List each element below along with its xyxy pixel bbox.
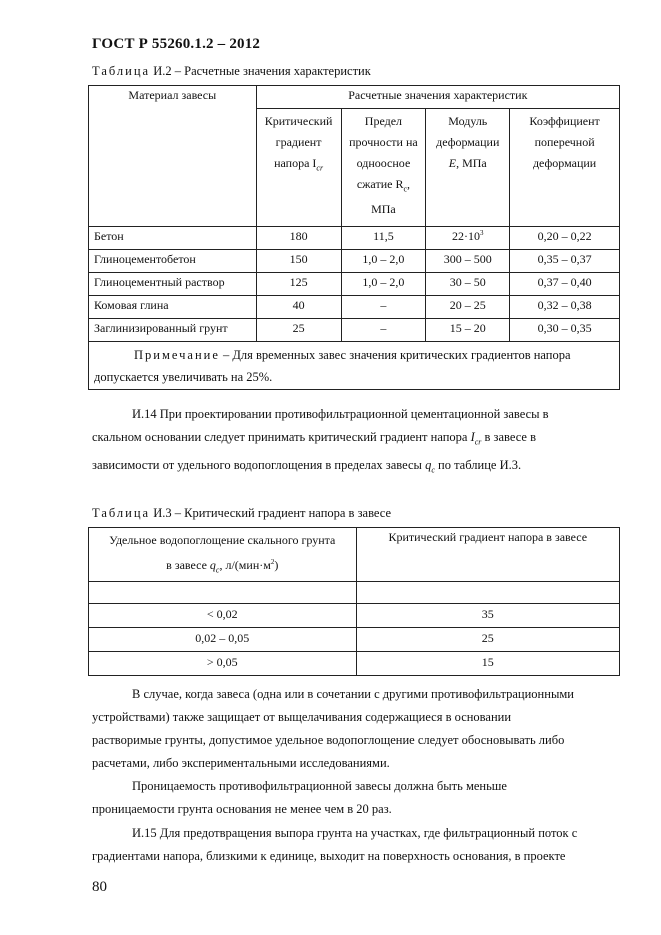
cell-e: 300 – 500: [426, 250, 510, 273]
table-row: [89, 227, 620, 250]
cell-nu: 0,35 – 0,37: [510, 250, 620, 273]
header-water-absorption: Удельное водопоглощение скального грунта в завесе $q_c$, $л/(мин\cdot м^2)$: [89, 528, 357, 582]
table-row: [89, 273, 620, 296]
paragraph-permeability: [92, 775, 613, 821]
paragraph-leaching-line2: устройствами) также защищает от выщелачивания содержащиеся в основании: [92, 710, 512, 724]
cell-gradient: 15: [356, 652, 619, 676]
note-text-line2: допускается увеличивать на 25%.: [94, 370, 273, 384]
cell-e: 20 – 25: [426, 296, 510, 319]
cell-nu: 0,20 – 0,22: [510, 227, 620, 250]
table-row: [89, 628, 620, 652]
paragraph-i15: [92, 822, 613, 868]
table-row: [89, 604, 620, 628]
note-text: – Для временных завес значения критических градиентов напора: [219, 348, 571, 362]
cell-rc: –: [341, 296, 426, 319]
cell-rc: 1,0 – 2,0: [341, 250, 426, 273]
cell-material: Комовая глина: [89, 296, 257, 319]
cell-e: $22\cdot 10^3$: [426, 227, 510, 250]
cell-material: Заглинизированный грунт: [89, 319, 257, 342]
header-calculated-values: Расчетные значения характеристик: [256, 86, 619, 109]
cell-icr: 180: [256, 227, 341, 250]
paragraph-i14-line1: И.14 При проектировании противофильтрационной цементационной завесы в: [132, 407, 549, 421]
table-2-caption-title: И.2 – Расчетные значения характеристик: [150, 64, 371, 78]
cell-icr: 40: [256, 296, 341, 319]
paragraph-i15-line2: градиентами напора, близкими к единице, выходит на поверхность основания, в проекте: [92, 849, 566, 863]
header-poisson-ratio: Коэффициент поперечной деформации: [510, 109, 620, 227]
header-compressive-strength: Предел прочности на одноосное сжатие $R_c$, МПа: [341, 109, 426, 227]
cell-nu: 0,30 – 0,35: [510, 319, 620, 342]
table-2-note-row: [89, 342, 620, 390]
cell-icr: 125: [256, 273, 341, 296]
cell-e: 15 – 20: [426, 319, 510, 342]
paragraph-leaching-line1: В случае, когда завеса (одна или в сочетании с другими противофильтрационными: [132, 687, 574, 701]
table-2-note: [89, 342, 620, 390]
page-number: 80: [92, 879, 107, 895]
paragraph-i15-line1: И.15 Для предотвращения выпора грунта на участках, где фильтрационный поток с: [132, 826, 578, 840]
cell-material: Глиноцементный раствор: [89, 273, 257, 296]
table-2-caption: [92, 64, 371, 79]
header-critical-gradient-curtain: Критический градиент напора в завесе: [356, 528, 619, 582]
paragraph-i14: [92, 403, 613, 481]
table-3-caption: [92, 506, 391, 521]
header-deformation-modulus: Модуль деформации E, МПа: [426, 109, 510, 227]
table-2-caption-label: Таблица: [92, 64, 151, 78]
header-material: Материал завесы: [89, 86, 257, 227]
table-2: [88, 85, 620, 390]
cell-gradient: 25: [356, 628, 619, 652]
paragraph-i14-line3: зависимости от удельного водопоглощения в пределах завесы $q_c$ по таблице И.3.: [92, 457, 522, 474]
cell-q: 0,02 – 0,05: [89, 628, 357, 652]
document-header: ГОСТ Р 55260.1.2 – 2012: [92, 36, 261, 52]
table-row: [89, 296, 620, 319]
table-3: [88, 527, 620, 676]
paragraph-permeability-line2: проницаемости грунта основания не менее чем в 20 раз.: [92, 802, 392, 816]
table-row: [89, 319, 620, 342]
cell-icr: 150: [256, 250, 341, 273]
paragraph-i14-line2: скальном основании следует принимать критический градиент напора $I_{cr}$ в завесе в: [92, 430, 537, 447]
paragraph-leaching: [92, 683, 613, 775]
cell-nu: 0,32 – 0,38: [510, 296, 620, 319]
cell-rc: 1,0 – 2,0: [341, 273, 426, 296]
cell-rc: 11,5: [341, 227, 426, 250]
table-3-caption-title: И.3 – Критический градиент напора в завесе: [150, 506, 392, 520]
cell-icr: 25: [256, 319, 341, 342]
table-row: [89, 652, 620, 676]
table-2-header-row: [89, 86, 620, 109]
cell-gradient: 35: [356, 604, 619, 628]
cell-q: > 0,05: [89, 652, 357, 676]
cell-q: < 0,02: [89, 604, 357, 628]
paragraph-permeability-line1: Проницаемость противофильтрационной завесы должна быть меньше: [132, 779, 507, 793]
cell-nu: 0,37 – 0,40: [510, 273, 620, 296]
table-3-caption-label: Таблица: [92, 506, 151, 520]
paragraph-leaching-line4: расчетами, либо экспериментальными исследованиями.: [92, 756, 390, 770]
cell-material: Глиноцементобетон: [89, 250, 257, 273]
cell-e: 30 – 50: [426, 273, 510, 296]
table-row: [89, 250, 620, 273]
cell-material: Бетон: [89, 227, 257, 250]
table-3-empty-row: [89, 582, 620, 604]
note-label: Примечание: [134, 348, 220, 362]
header-critical-gradient: Критический градиент напора $I_{cr}$: [256, 109, 341, 227]
cell-rc: –: [341, 319, 426, 342]
paragraph-leaching-line3: растворимые грунты, допустимое удельное водопоглощение следует обосновывать либо: [92, 733, 565, 747]
table-3-header-row: [89, 528, 620, 582]
